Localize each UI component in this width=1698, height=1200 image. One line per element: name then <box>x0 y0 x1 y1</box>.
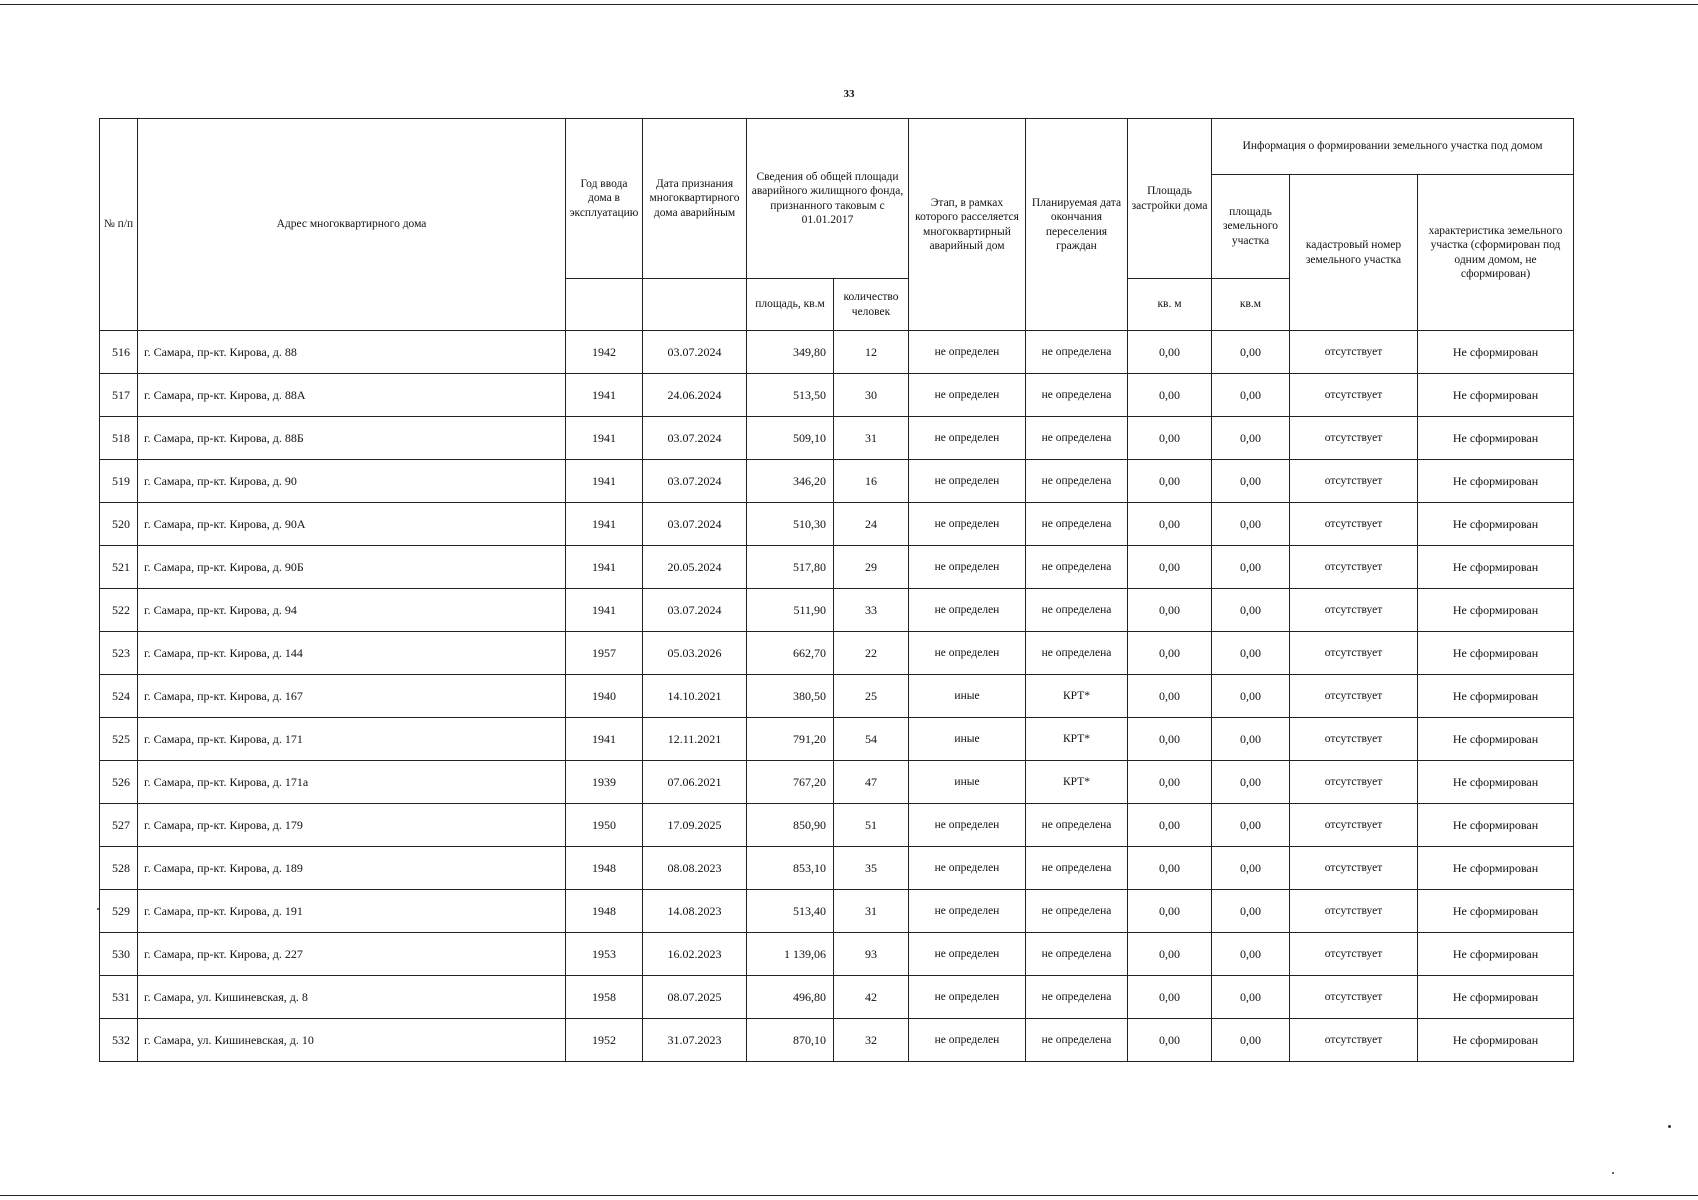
row-land-area: 0,00 <box>1212 761 1290 804</box>
row-people: 29 <box>834 546 909 589</box>
row-character: Не сформирован <box>1418 503 1574 546</box>
row-number: 528 <box>100 847 138 890</box>
row-number: 523 <box>100 632 138 675</box>
page-number: 33 <box>843 88 855 100</box>
row-people: 25 <box>834 675 909 718</box>
row-cadastre: отсутствует <box>1290 718 1418 761</box>
row-planned: не определена <box>1026 503 1128 546</box>
row-built-area: 0,00 <box>1128 761 1212 804</box>
row-character: Не сформирован <box>1418 589 1574 632</box>
row-character: Не сформирован <box>1418 804 1574 847</box>
row-cadastre: отсутствует <box>1290 331 1418 374</box>
row-area: 509,10 <box>747 417 834 460</box>
row-address: г. Самара, пр-кт. Кирова, д. 144 <box>138 632 566 675</box>
row-area: 662,70 <box>747 632 834 675</box>
row-year: 1942 <box>566 331 643 374</box>
row-built-area: 0,00 <box>1128 589 1212 632</box>
row-year: 1958 <box>566 976 643 1019</box>
row-number: 525 <box>100 718 138 761</box>
header-land-group: Информация о формировании земельного участка под домом <box>1212 119 1574 175</box>
row-cadastre: отсутствует <box>1290 374 1418 417</box>
row-stage: не определен <box>909 847 1026 890</box>
row-number: 529 <box>100 890 138 933</box>
row-planned: не определена <box>1026 417 1128 460</box>
table-body <box>100 331 1574 1062</box>
table-row <box>100 460 1574 503</box>
row-address: г. Самара, пр-кт. Кирова, д. 189 <box>138 847 566 890</box>
row-planned: КРТ* <box>1026 761 1128 804</box>
row-character: Не сформирован <box>1418 761 1574 804</box>
row-land-area: 0,00 <box>1212 890 1290 933</box>
row-stage: иные <box>909 718 1026 761</box>
row-planned: не определена <box>1026 933 1128 976</box>
row-built-area: 0,00 <box>1128 1019 1212 1062</box>
row-built-area: 0,00 <box>1128 933 1212 976</box>
row-address: г. Самара, ул. Кишиневская, д. 8 <box>138 976 566 1019</box>
row-stage: не определен <box>909 1019 1026 1062</box>
row-cadastre: отсутствует <box>1290 847 1418 890</box>
row-year: 1952 <box>566 1019 643 1062</box>
row-character: Не сформирован <box>1418 890 1574 933</box>
scan-speck <box>97 908 99 910</box>
table-row <box>100 675 1574 718</box>
row-number: 532 <box>100 1019 138 1062</box>
table-row <box>100 804 1574 847</box>
header-year-blank <box>566 279 643 331</box>
row-land-area: 0,00 <box>1212 546 1290 589</box>
row-area: 513,40 <box>747 890 834 933</box>
row-year: 1953 <box>566 933 643 976</box>
row-date: 08.08.2023 <box>643 847 747 890</box>
row-cadastre: отсутствует <box>1290 546 1418 589</box>
row-address: г. Самара, пр-кт. Кирова, д. 90 <box>138 460 566 503</box>
row-planned: не определена <box>1026 546 1128 589</box>
row-date: 14.08.2023 <box>643 890 747 933</box>
table-row <box>100 417 1574 460</box>
row-address: г. Самара, пр-кт. Кирова, д. 90Б <box>138 546 566 589</box>
row-character: Не сформирован <box>1418 976 1574 1019</box>
header-unit-land: кв.м <box>1212 279 1290 331</box>
row-planned: не определена <box>1026 589 1128 632</box>
row-people: 54 <box>834 718 909 761</box>
row-character: Не сформирован <box>1418 933 1574 976</box>
row-people: 12 <box>834 331 909 374</box>
row-planned: не определена <box>1026 331 1128 374</box>
row-land-area: 0,00 <box>1212 675 1290 718</box>
row-cadastre: отсутствует <box>1290 976 1418 1019</box>
row-address: г. Самара, пр-кт. Кирова, д. 90А <box>138 503 566 546</box>
table-row <box>100 847 1574 890</box>
header-people: количество человек <box>834 279 909 331</box>
row-built-area: 0,00 <box>1128 847 1212 890</box>
row-built-area: 0,00 <box>1128 632 1212 675</box>
header-character: характеристика земельного участка (сформирован под одним домом, не сформирован) <box>1418 175 1574 331</box>
scan-speck <box>1612 1172 1614 1174</box>
row-address: г. Самара, пр-кт. Кирова, д. 191 <box>138 890 566 933</box>
header-date-blank <box>643 279 747 331</box>
row-year: 1939 <box>566 761 643 804</box>
row-land-area: 0,00 <box>1212 331 1290 374</box>
row-built-area: 0,00 <box>1128 675 1212 718</box>
row-date: 07.06.2021 <box>643 761 747 804</box>
row-area: 1 139,06 <box>747 933 834 976</box>
row-land-area: 0,00 <box>1212 589 1290 632</box>
header-date: Дата признания многоквартирного дома аварийным <box>643 119 747 279</box>
row-land-area: 0,00 <box>1212 417 1290 460</box>
row-people: 93 <box>834 933 909 976</box>
header-cadastre: кадастровый номер земельного участка <box>1290 175 1418 331</box>
row-built-area: 0,00 <box>1128 976 1212 1019</box>
row-cadastre: отсутствует <box>1290 632 1418 675</box>
row-date: 03.07.2024 <box>643 460 747 503</box>
row-address: г. Самара, пр-кт. Кирова, д. 94 <box>138 589 566 632</box>
row-area: 513,50 <box>747 374 834 417</box>
row-character: Не сформирован <box>1418 460 1574 503</box>
row-cadastre: отсутствует <box>1290 933 1418 976</box>
row-number: 527 <box>100 804 138 847</box>
row-number: 524 <box>100 675 138 718</box>
row-date: 12.11.2021 <box>643 718 747 761</box>
row-address: г. Самара, ул. Кишиневская, д. 10 <box>138 1019 566 1062</box>
row-land-area: 0,00 <box>1212 933 1290 976</box>
row-planned: КРТ* <box>1026 718 1128 761</box>
row-cadastre: отсутствует <box>1290 890 1418 933</box>
row-stage: не определен <box>909 331 1026 374</box>
row-land-area: 0,00 <box>1212 503 1290 546</box>
row-year: 1950 <box>566 804 643 847</box>
row-people: 35 <box>834 847 909 890</box>
bottom-border-line <box>0 1195 1698 1196</box>
row-year: 1948 <box>566 890 643 933</box>
row-people: 22 <box>834 632 909 675</box>
row-built-area: 0,00 <box>1128 460 1212 503</box>
row-year: 1941 <box>566 417 643 460</box>
row-date: 03.07.2024 <box>643 503 747 546</box>
row-cadastre: отсутствует <box>1290 460 1418 503</box>
row-number: 518 <box>100 417 138 460</box>
row-cadastre: отсутствует <box>1290 761 1418 804</box>
table-row <box>100 1019 1574 1062</box>
row-people: 24 <box>834 503 909 546</box>
header-address: Адрес многоквартирного дома <box>138 119 566 331</box>
row-land-area: 0,00 <box>1212 847 1290 890</box>
row-planned: не определена <box>1026 804 1128 847</box>
row-area: 870,10 <box>747 1019 834 1062</box>
row-cadastre: отсутствует <box>1290 1019 1418 1062</box>
row-area: 850,90 <box>747 804 834 847</box>
row-number: 519 <box>100 460 138 503</box>
table-row <box>100 374 1574 417</box>
row-people: 16 <box>834 460 909 503</box>
row-year: 1941 <box>566 718 643 761</box>
top-border-line <box>0 4 1698 5</box>
row-land-area: 0,00 <box>1212 804 1290 847</box>
row-planned: не определена <box>1026 976 1128 1019</box>
row-stage: не определен <box>909 804 1026 847</box>
table-row <box>100 546 1574 589</box>
row-number: 522 <box>100 589 138 632</box>
row-address: г. Самара, пр-кт. Кирова, д. 227 <box>138 933 566 976</box>
row-built-area: 0,00 <box>1128 503 1212 546</box>
row-area: 496,80 <box>747 976 834 1019</box>
table-row <box>100 632 1574 675</box>
row-cadastre: отсутствует <box>1290 417 1418 460</box>
row-character: Не сформирован <box>1418 374 1574 417</box>
row-area: 853,10 <box>747 847 834 890</box>
table-row <box>100 503 1574 546</box>
row-address: г. Самара, пр-кт. Кирова, д. 171 <box>138 718 566 761</box>
row-number: 531 <box>100 976 138 1019</box>
row-stage: не определен <box>909 933 1026 976</box>
row-planned: не определена <box>1026 1019 1128 1062</box>
row-stage: не определен <box>909 503 1026 546</box>
row-date: 20.05.2024 <box>643 546 747 589</box>
row-land-area: 0,00 <box>1212 718 1290 761</box>
row-address: г. Самара, пр-кт. Кирова, д. 88 <box>138 331 566 374</box>
row-number: 530 <box>100 933 138 976</box>
header-area-info: Сведения об общей площади аварийного жилищного фонда, признанного таковым с 01.01.2017 <box>747 119 909 279</box>
row-people: 51 <box>834 804 909 847</box>
row-stage: не определен <box>909 417 1026 460</box>
row-date: 03.07.2024 <box>643 589 747 632</box>
row-built-area: 0,00 <box>1128 890 1212 933</box>
row-address: г. Самара, пр-кт. Кирова, д. 167 <box>138 675 566 718</box>
row-year: 1940 <box>566 675 643 718</box>
row-built-area: 0,00 <box>1128 718 1212 761</box>
row-area: 380,50 <box>747 675 834 718</box>
row-planned: не определена <box>1026 374 1128 417</box>
header-area-sqm: площадь, кв.м <box>747 279 834 331</box>
row-stage: не определен <box>909 976 1026 1019</box>
row-people: 32 <box>834 1019 909 1062</box>
row-area: 791,20 <box>747 718 834 761</box>
table-row <box>100 589 1574 632</box>
row-date: 08.07.2025 <box>643 976 747 1019</box>
row-character: Не сформирован <box>1418 847 1574 890</box>
row-number: 517 <box>100 374 138 417</box>
row-date: 03.07.2024 <box>643 331 747 374</box>
row-character: Не сформирован <box>1418 718 1574 761</box>
row-stage: не определен <box>909 589 1026 632</box>
row-number: 516 <box>100 331 138 374</box>
row-built-area: 0,00 <box>1128 546 1212 589</box>
row-number: 526 <box>100 761 138 804</box>
row-address: г. Самара, пр-кт. Кирова, д. 88Б <box>138 417 566 460</box>
row-date: 31.07.2023 <box>643 1019 747 1062</box>
row-planned: не определена <box>1026 890 1128 933</box>
table-row <box>100 976 1574 1019</box>
row-planned: не определена <box>1026 460 1128 503</box>
row-built-area: 0,00 <box>1128 417 1212 460</box>
row-character: Не сформирован <box>1418 331 1574 374</box>
row-people: 31 <box>834 417 909 460</box>
row-cadastre: отсутствует <box>1290 804 1418 847</box>
table-row <box>100 761 1574 804</box>
row-character: Не сформирован <box>1418 632 1574 675</box>
row-date: 05.03.2026 <box>643 632 747 675</box>
row-stage: иные <box>909 761 1026 804</box>
row-character: Не сформирован <box>1418 1019 1574 1062</box>
row-area: 510,30 <box>747 503 834 546</box>
row-built-area: 0,00 <box>1128 331 1212 374</box>
row-year: 1941 <box>566 460 643 503</box>
header-year: Год ввода дома в эксплуатацию <box>566 119 643 279</box>
header-built-area: Площадь застройки дома <box>1128 119 1212 279</box>
row-people: 30 <box>834 374 909 417</box>
row-planned: не определена <box>1026 847 1128 890</box>
header-stage: Этап, в рамках которого расселяется многоквартирный аварийный дом <box>909 119 1026 331</box>
row-area: 517,80 <box>747 546 834 589</box>
row-area: 511,90 <box>747 589 834 632</box>
row-cadastre: отсутствует <box>1290 503 1418 546</box>
row-planned: КРТ* <box>1026 675 1128 718</box>
row-stage: иные <box>909 675 1026 718</box>
row-people: 47 <box>834 761 909 804</box>
table-row <box>100 933 1574 976</box>
row-stage: не определен <box>909 890 1026 933</box>
row-built-area: 0,00 <box>1128 374 1212 417</box>
row-land-area: 0,00 <box>1212 1019 1290 1062</box>
row-address: г. Самара, пр-кт. Кирова, д. 179 <box>138 804 566 847</box>
table-row <box>100 331 1574 374</box>
row-land-area: 0,00 <box>1212 374 1290 417</box>
row-stage: не определен <box>909 546 1026 589</box>
row-date: 16.02.2023 <box>643 933 747 976</box>
table-row <box>100 718 1574 761</box>
row-character: Не сформирован <box>1418 417 1574 460</box>
row-address: г. Самара, пр-кт. Кирова, д. 88А <box>138 374 566 417</box>
row-land-area: 0,00 <box>1212 460 1290 503</box>
row-year: 1941 <box>566 374 643 417</box>
header-num: № п/п <box>100 119 138 331</box>
row-people: 31 <box>834 890 909 933</box>
row-stage: не определен <box>909 460 1026 503</box>
row-stage: не определен <box>909 374 1026 417</box>
header-unit-built: кв. м <box>1128 279 1212 331</box>
row-number: 520 <box>100 503 138 546</box>
row-character: Не сформирован <box>1418 675 1574 718</box>
row-address: г. Самара, пр-кт. Кирова, д. 171а <box>138 761 566 804</box>
row-land-area: 0,00 <box>1212 976 1290 1019</box>
table-row <box>100 890 1574 933</box>
row-date: 14.10.2021 <box>643 675 747 718</box>
row-year: 1941 <box>566 589 643 632</box>
row-year: 1948 <box>566 847 643 890</box>
row-year: 1957 <box>566 632 643 675</box>
row-land-area: 0,00 <box>1212 632 1290 675</box>
row-cadastre: отсутствует <box>1290 589 1418 632</box>
header-land-area: площадь земельного участка <box>1212 175 1290 279</box>
row-number: 521 <box>100 546 138 589</box>
row-date: 24.06.2024 <box>643 374 747 417</box>
row-date: 03.07.2024 <box>643 417 747 460</box>
row-date: 17.09.2025 <box>643 804 747 847</box>
row-character: Не сформирован <box>1418 546 1574 589</box>
emergency-housing-table <box>99 118 1574 1062</box>
row-area: 346,20 <box>747 460 834 503</box>
row-year: 1941 <box>566 546 643 589</box>
row-people: 42 <box>834 976 909 1019</box>
row-year: 1941 <box>566 503 643 546</box>
row-built-area: 0,00 <box>1128 804 1212 847</box>
row-area: 767,20 <box>747 761 834 804</box>
scan-speck <box>1668 1125 1671 1128</box>
row-people: 33 <box>834 589 909 632</box>
row-cadastre: отсутствует <box>1290 675 1418 718</box>
header-planned: Планируемая дата окончания переселения граждан <box>1026 119 1128 331</box>
row-area: 349,80 <box>747 331 834 374</box>
row-stage: не определен <box>909 632 1026 675</box>
row-planned: не определена <box>1026 632 1128 675</box>
